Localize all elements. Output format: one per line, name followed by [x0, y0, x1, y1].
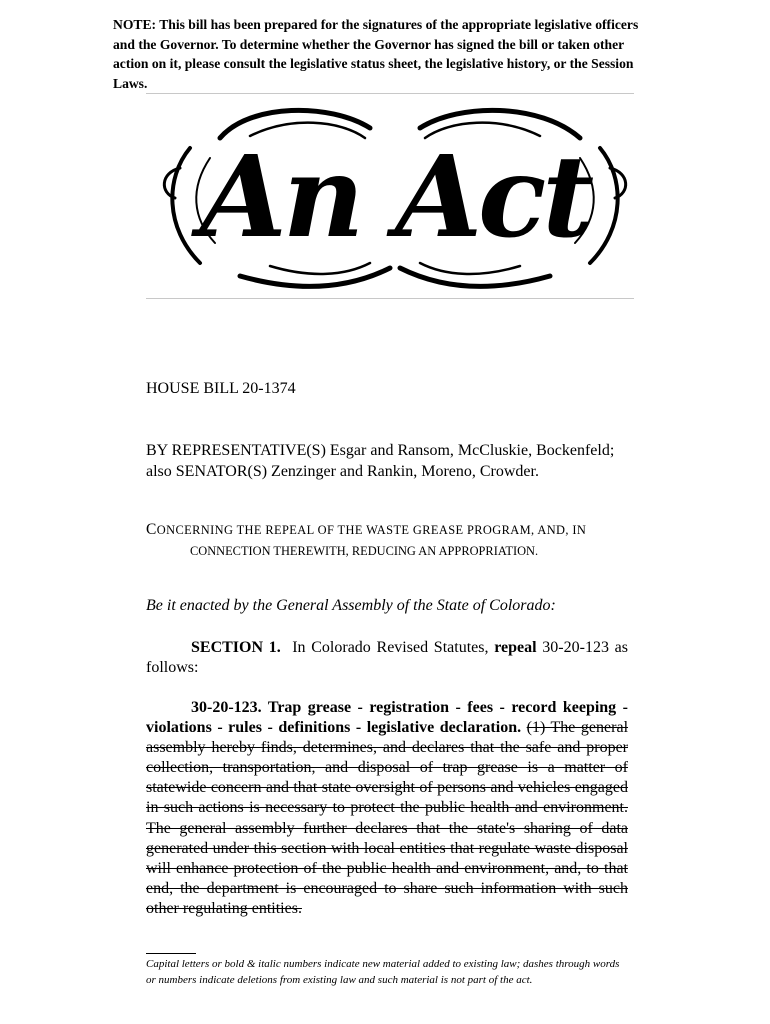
- section-1: [146, 638, 628, 679]
- section-1-text-after: 30-20-123 as follows:: [146, 639, 629, 677]
- footnote: Capital letters or bold & italic numbers indicate new material added to existing law; dashes through words or numbers indicate deletions from existing law and such material is not part of the act.: [146, 958, 620, 986]
- an-act-flourish-icon: [160, 98, 630, 294]
- sponsors: [146, 440, 636, 482]
- seal-divider: [146, 298, 634, 299]
- section-1-text-before: In Colorado Revised Statutes,: [292, 639, 489, 656]
- section-1-action: repeal: [494, 639, 537, 656]
- statute-deleted-text: (1) The general assembly hereby finds, determines, and declares that the safe and proper collection, transportation, and disposal of trap grease is a matter of statewide concern and that state oversight of persons and vehicles engaged in such actions is necessary to protect the public health and environment. The general assembly further declares that the state's sharing of data generated under this section with local entities that regulate waste disposal will enhance protection of the public health and environment, and, to that end, the department is encouraged to share such information with such other regulating entities.: [146, 719, 629, 917]
- footnote-divider: [146, 953, 196, 954]
- bill-title: [146, 519, 636, 562]
- statute-heading: 30-20-123. Trap grease - registration - fees - record keeping - violations - rules - definitions - legislative declaration.: [146, 699, 628, 737]
- bill-title-initial: C: [146, 521, 157, 538]
- an-act-title: An Act: [199, 132, 591, 263]
- bill-title-line-1: ONCERNING THE REPEAL OF THE WASTE GREASE PROGRAM, AND, IN: [156, 523, 587, 537]
- top-divider: [146, 93, 634, 94]
- statute-30-20-123: [146, 698, 628, 919]
- signature-notice: NOTE: This bill has been prepared for the signatures of the appropriate legislative officers and the Governor. To determine whether the Governor has signed the bill or taken other action on it, please consult the legislative status sheet, the legislative history, or the Session Laws.: [113, 17, 639, 91]
- bill-title-line-2: CONNECTION THEREWITH, REDUCING AN APPROPRIATION.: [190, 544, 539, 558]
- sponsors-senators: also SENATOR(S) Zenzinger and Rankin, Moreno, Crowder.: [146, 463, 539, 480]
- enacting-clause: Be it enacted by the General Assembly of the State of Colorado:: [146, 597, 556, 614]
- an-act-seal: [160, 98, 630, 294]
- sponsors-representatives: BY REPRESENTATIVE(S) Esgar and Ransom, McCluskie, Bockenfeld;: [146, 442, 615, 459]
- section-1-label: SECTION 1.: [191, 639, 281, 656]
- bill-number: HOUSE BILL 20-1374: [146, 380, 296, 397]
